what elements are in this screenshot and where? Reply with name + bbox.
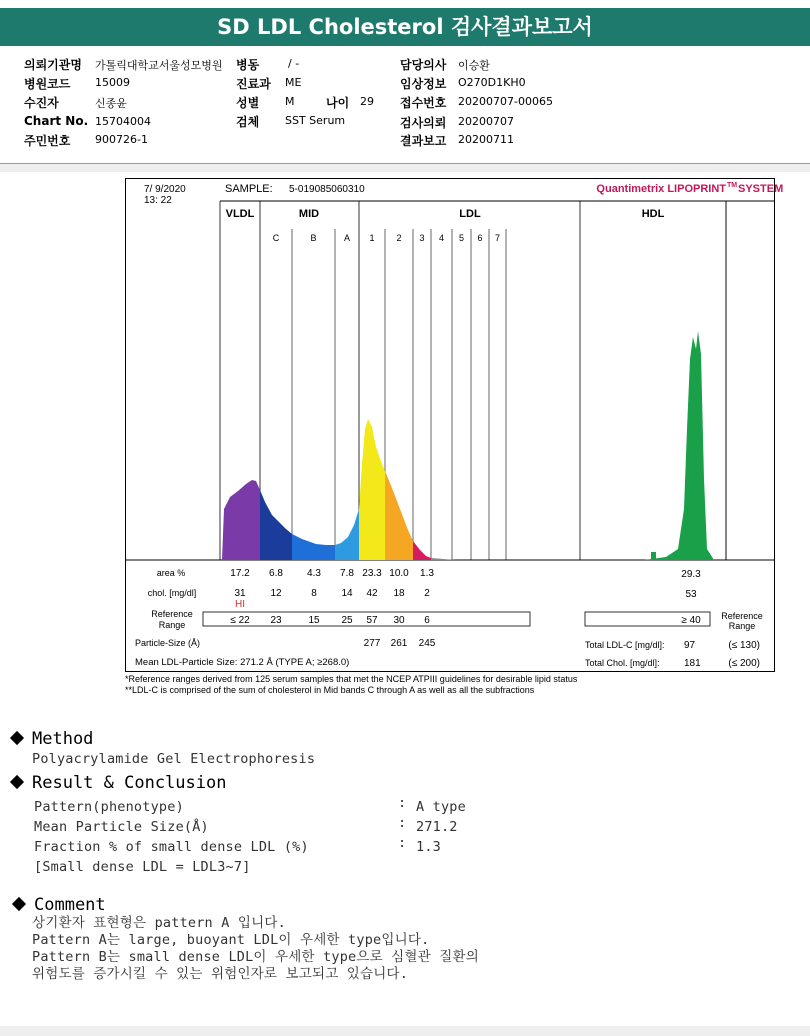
result-row-label: Pattern(phenotype) [34, 799, 184, 815]
area-value: 10.0 [389, 568, 409, 579]
ref-label-right-2: Range [728, 621, 756, 631]
ref-value: 57 [366, 615, 378, 626]
dept-value: ME [285, 76, 302, 89]
result-row-label: Fraction % of small dense LDL (%) [34, 839, 309, 855]
area-value: 17.2 [230, 568, 250, 579]
chol-value: 18 [393, 588, 405, 599]
ref-value: ≤ 22 [230, 615, 250, 626]
result-row-value: A type [416, 799, 466, 815]
total-chol-ref: (≤ 200) [728, 658, 760, 669]
clinical-label: 임상정보 [400, 77, 447, 91]
band-label-C: C [272, 233, 280, 243]
chol-label: chol. [mg/dl] [147, 588, 197, 598]
hospital-code-value: 15009 [95, 76, 130, 89]
institution-label: 의뢰기관명 [24, 58, 82, 72]
method-heading: Method [8, 729, 315, 749]
diamond-bullet-icon [10, 775, 24, 789]
result-row-colon: : [398, 795, 407, 811]
result-row [34, 815, 788, 839]
sex-value: M [285, 95, 295, 108]
result-heading: Result & Conclusion [8, 773, 788, 793]
footnote-1: *Reference ranges derived from 125 serum samples that met the NCEP ATPIII guidelines for desirable lipid status [125, 674, 578, 684]
request-label: 검사의뢰 [400, 116, 447, 130]
ref-label-right: Reference [721, 611, 763, 621]
particle-size-label: Particle-Size (Å) [135, 638, 201, 648]
peak-ldl1 [359, 419, 385, 560]
peak-hdl-shoulder [651, 552, 656, 560]
mean-size-text: Mean LDL-Particle Size: 271.2 Å (TYPE A; ≥268.0) [135, 657, 350, 668]
chart-no-value: 15704004 [95, 115, 151, 128]
comment-line: 위험도를 증가시킬 수 있는 위험인자로 보고되고 있습니다. [32, 966, 409, 982]
id-label: 주민번호 [24, 134, 71, 148]
comment-heading: Comment [10, 895, 479, 915]
area-value: 23.3 [362, 568, 382, 579]
footer-band [0, 1026, 810, 1036]
ref-label-left: Reference [151, 609, 193, 619]
chol-value: 8 [311, 588, 317, 599]
time-text: 13: 22 [144, 195, 172, 206]
band-label-A: A [343, 233, 351, 243]
total-ldl-label: Total LDL-C [mg/dl]: [585, 640, 665, 650]
footnote-2: **LDL-C is comprised of the sum of cholesterol in Mid bands C through A as well as all the subfractions [125, 685, 535, 695]
band-label-7: 7 [494, 233, 501, 243]
date-text: 7/ 9/2020 [144, 184, 186, 195]
group-label-ldl: LDL [459, 208, 481, 220]
chol-value: 31 [234, 588, 246, 599]
method-text: Polyacrylamide Gel Electrophoresis [32, 751, 316, 767]
ref-value: 25 [341, 615, 353, 626]
area-value: 6.8 [269, 568, 283, 579]
area-label: area % [156, 568, 186, 578]
band-label-B: B [310, 233, 317, 243]
ward-label: 병동 [236, 58, 260, 72]
peak-c [260, 490, 292, 560]
total-chol-value: 181 [684, 658, 701, 669]
comment-line: Pattern B는 small dense LDL이 우세한 type으로 심혈관 질환의 [32, 949, 479, 965]
result-row [34, 835, 788, 859]
report-date-label: 결과보고 [400, 134, 447, 148]
band-label-5: 5 [458, 233, 465, 243]
particle-size-value: 245 [418, 638, 436, 649]
diamond-bullet-icon [12, 897, 26, 911]
receipt-value: 20200707-00065 [458, 95, 553, 108]
chart-no-label: Chart No. [24, 114, 89, 128]
age-value: 29 [360, 95, 374, 108]
total-chol-label: Total Chol. [mg/dl]: [585, 658, 660, 668]
result-row-value: 271.2 [416, 819, 458, 835]
report-date-value: 20200711 [458, 133, 514, 146]
result-row-label: Mean Particle Size(Å) [34, 819, 209, 835]
peak-ldl3 [413, 541, 431, 560]
comment-line: Pattern A는 large, buoyant LDL이 우세한 type입니다. [32, 932, 430, 948]
ward-value: / - [288, 57, 300, 70]
lipoprint-chart [126, 179, 784, 671]
institution-value: 가톨릭대학교서울성모병원 [95, 59, 223, 72]
id-value: 900726-1 [95, 133, 148, 146]
trademark: TM [727, 182, 738, 189]
particle-size-value: 261 [390, 638, 408, 649]
patient-value: 신종윤 [95, 97, 127, 110]
diamond-bullet-icon [10, 731, 24, 745]
sample-value: 5-019085060310 [289, 184, 365, 195]
result-row [34, 795, 788, 819]
ref-value: 23 [270, 615, 282, 626]
specimen-label: 검체 [236, 115, 260, 129]
ref-label-left-2: Range [158, 620, 186, 630]
group-label-mid: MID [298, 208, 320, 220]
dept-label: 진료과 [236, 77, 271, 91]
clinical-value: O270D1KH0 [458, 76, 526, 89]
area-value-hdl: 29.3 [681, 569, 701, 580]
age-label: 나이 [326, 96, 350, 110]
peak-vldl [222, 480, 260, 560]
system-title: Quantimetrix LIPOPRINT [596, 183, 726, 195]
report-title: SD LDL Cholesterol 검사결과보고서 [0, 8, 810, 46]
chol-value: 14 [341, 588, 353, 599]
group-label-vldl: VLDL [225, 208, 255, 220]
ref-value: 30 [393, 615, 405, 626]
band-label-2: 2 [396, 233, 402, 243]
total-ldl-value: 97 [684, 640, 696, 651]
area-value: 7.8 [340, 568, 354, 579]
doctor-label: 담당의사 [400, 58, 447, 72]
total-ldl-ref: (≤ 130) [728, 640, 760, 651]
particle-size-value: 277 [363, 638, 381, 649]
ref-value: 15 [308, 615, 320, 626]
sex-label: 성별 [236, 96, 260, 110]
band-label-6: 6 [477, 233, 483, 243]
method-section [8, 729, 315, 767]
result-row-value: 1.3 [416, 839, 441, 855]
patient-label: 수진자 [24, 96, 59, 110]
result-section [8, 773, 788, 875]
group-label-hdl: HDL [641, 208, 665, 220]
result-row-colon: : [398, 835, 407, 851]
divider-band [0, 164, 810, 172]
hospital-code-label: 병원코드 [24, 77, 71, 91]
receipt-label: 접수번호 [400, 96, 447, 110]
patient-info [0, 50, 810, 162]
comment-line: 상기환자 표현형은 pattern A 입니다. [32, 915, 286, 931]
chol-value: 2 [424, 588, 430, 599]
chol-value: 12 [270, 588, 282, 599]
ref-value-hdl: ≥ 40 [681, 615, 701, 626]
sample-label: SAMPLE: [225, 183, 273, 195]
footnotes [125, 674, 577, 696]
peak-hdl [644, 331, 714, 560]
peak-ldl2 [385, 471, 413, 560]
request-value: 20200707 [458, 115, 514, 128]
area-value: 4.3 [307, 568, 321, 579]
band-label-4: 4 [438, 233, 445, 243]
lipoprint-report [125, 178, 784, 672]
ref-value: 6 [424, 615, 430, 626]
peak-a [335, 509, 359, 560]
doctor-value: 이승환 [458, 59, 490, 72]
chol-value: 42 [366, 588, 378, 599]
area-value: 1.3 [420, 568, 434, 579]
chol-flag-hi: HI [235, 599, 245, 610]
peak-b [292, 534, 335, 560]
band-label-1: 1 [369, 233, 375, 243]
system-label: SYSTEM [738, 183, 784, 195]
result-note: [Small dense LDL = LDL3~7] [34, 859, 251, 875]
specimen-value: SST Serum [285, 114, 346, 127]
comment-section [10, 895, 479, 983]
chol-value-hdl: 53 [685, 589, 697, 600]
result-row-colon: : [398, 815, 407, 831]
band-label-3: 3 [419, 233, 425, 243]
